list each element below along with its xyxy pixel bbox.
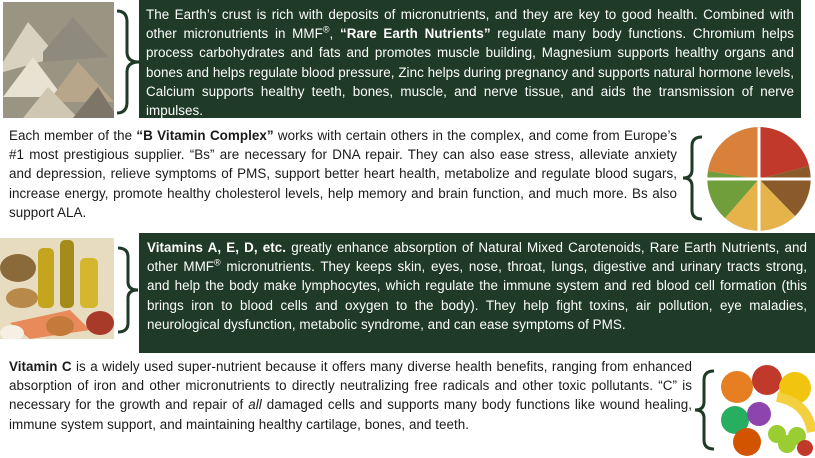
rare-earth-text-part: regulate many body functions. Chromium helps process carbohydrates and fats and promotes muscle building, Magnesium supports healthy organs and bones and helps regulate blood pressure, Zinc helps during pregnancy and supports natural hormone levels, Calcium supports healthy teeth, bones, muscle, and nerve tissue, and aids the transmission of nerve impulses.	[146, 26, 794, 119]
oils-nuts-salmon-image	[0, 238, 114, 339]
brace-4-icon	[694, 368, 716, 452]
vitamin-c-text-part: all	[248, 397, 262, 413]
vitamins-aed-text-part: ®	[214, 257, 221, 268]
mineral-powders-image	[3, 2, 114, 118]
rare-earth-text-part: The Earth’s crust is rich with deposits of micronutrients, and they are key to good health. Combined with other micronutrients in MMF	[146, 7, 794, 42]
rare-earth-text-part: “Rare Earth Nutrients”	[340, 26, 491, 42]
fruit-pile-image	[717, 362, 815, 458]
food-groups-image	[705, 126, 813, 232]
vitamins-aed-text-part: greatly enhance absorption of Natural Mixed Carotenoids, Rare Earth Nutrients, and other MMF	[147, 240, 808, 275]
rare-earth-text-part: ®	[322, 24, 330, 35]
b-vitamins-text-part: works with certain others in the complex, and come from Europe’s #1 most prestigious supplier. “Bs” are necessary for DNA repair. They can also ease stress, alleviate anxiety and depression, relieve symptoms of PMS, support better heart health, metabolize and regulate blood sugars, increase energy, promote healthy cholesterol levels, help memory and brain function, and much more. Bs also support ALA.	[9, 128, 677, 220]
vitamin-c-text-block	[9, 357, 692, 434]
b-vitamin-text	[9, 126, 677, 222]
rare-earth-panel	[139, 0, 801, 118]
rare-earth-text	[146, 5, 794, 120]
b-vitamins-text-part: “B Vitamin Complex”	[136, 128, 274, 143]
vitamin-c-text	[9, 357, 692, 434]
vitamin-c-text-part: Vitamin C	[9, 359, 72, 374]
vitamins-aed-panel	[139, 233, 815, 353]
b-vitamins-text-part: Each member of the	[9, 128, 137, 143]
vitamin-c-text-part: damaged cells and supports many body functions like wound healing, immune system support, and maintaining healthy cartilage, bones, and teeth.	[9, 397, 693, 432]
b-vitamin-text-block	[9, 126, 677, 222]
brace-2-icon	[682, 134, 704, 222]
vitamins-aed-text-part: micronutrients. They keeps skin, eyes, nose, throat, lungs, digestive and urinary tracts strong, and help the body make lymphocytes, which regulate the immune system and red blood cell formation (this brings iron to blood cells and oxygen to the body). They help fight toxins, air pollution, eye maladies, neurological dysfunction, metabolic syndrome, and can ease symptoms of PMS.	[147, 259, 807, 332]
vitamins-aed-text-part: Vitamins A, E, D, etc.	[147, 240, 287, 255]
rare-earth-text-part: ,	[329, 26, 340, 42]
vitamins-aed-text	[147, 238, 807, 334]
brace-1-icon	[115, 8, 141, 116]
vitamin-c-text-part: is a widely used super-nutrient because it offers many diverse health benefits, ranging from enhanced absorption of iron and other micronutrients to directly neutralizing free radicals and other toxic pollutants. “C” is necessary for the growth and repair of	[9, 359, 692, 413]
brace-3-icon	[116, 245, 140, 335]
